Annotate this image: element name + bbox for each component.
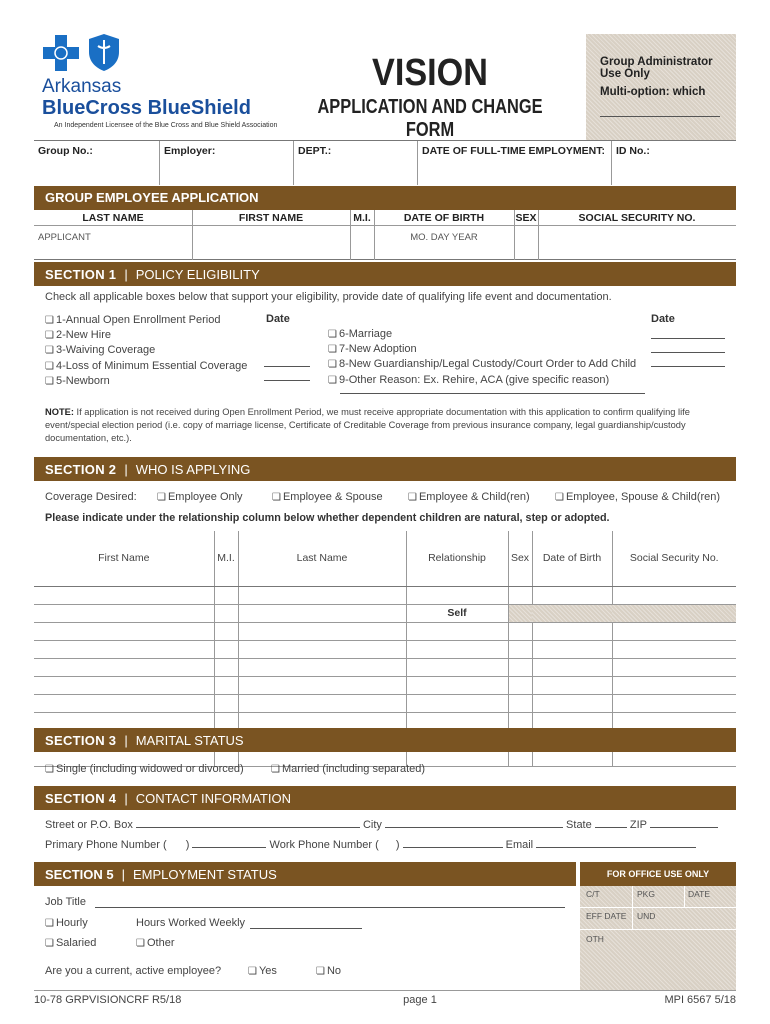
table-row[interactable] bbox=[34, 676, 736, 694]
office-use-header bbox=[580, 862, 736, 886]
city-label: City bbox=[362, 819, 382, 831]
coverage-family[interactable] bbox=[555, 491, 720, 503]
bluecross-cross-icon bbox=[42, 34, 80, 72]
section-4-bar: SECTION 4 | CONTACT INFORMATION bbox=[34, 786, 736, 810]
job-title-label: Job Title bbox=[45, 896, 86, 908]
col-dob: DATE OF BIRTH bbox=[403, 212, 485, 224]
col-sex: Sex bbox=[508, 531, 532, 586]
applicant-label: APPLICANT bbox=[38, 232, 91, 243]
office-use-title: FOR OFFICE USE ONLY bbox=[606, 869, 710, 879]
col-first-name: FIRST NAME bbox=[238, 212, 304, 224]
work-phone-input[interactable] bbox=[403, 847, 503, 848]
zip-label: ZIP bbox=[629, 819, 647, 831]
eligibility-option-label: 3-Waiving Coverage bbox=[55, 344, 156, 357]
date-input-5[interactable] bbox=[264, 380, 310, 381]
pay-other[interactable] bbox=[136, 937, 174, 949]
group-employee-title: GROUP EMPLOYEE APPLICATION bbox=[45, 190, 259, 205]
footer-rule bbox=[34, 990, 736, 991]
section-4-number: SECTION 4 bbox=[45, 790, 117, 806]
dept-field[interactable] bbox=[294, 141, 418, 185]
eligibility-option-label: 6-Marriage bbox=[338, 328, 393, 340]
relationship-instruction: Please indicate under the relationship column below whether dependent children are natural, step or adopted. bbox=[45, 512, 610, 524]
left-date-label: Date bbox=[266, 313, 290, 325]
primary-phone-input[interactable] bbox=[192, 847, 266, 848]
coverage-employee-spouse[interactable] bbox=[272, 491, 383, 503]
eligibility-right-list bbox=[328, 327, 658, 388]
coverage-option-label: Employee Only bbox=[167, 491, 243, 503]
marital-married[interactable] bbox=[271, 763, 425, 775]
coverage-employee-only[interactable] bbox=[157, 491, 243, 503]
id-no-field[interactable] bbox=[612, 141, 736, 185]
section-2-number: SECTION 2 bbox=[45, 461, 117, 477]
coverage-option-label: Employee, Spouse & Child(ren) bbox=[565, 491, 721, 503]
section-1-intro: Check all applicable boxes below that support your eligibility, provide date of qualifying life event and documentation. bbox=[45, 291, 612, 303]
table-row[interactable] bbox=[34, 586, 736, 604]
section-3-number: SECTION 3 bbox=[45, 732, 117, 748]
pay-salaried[interactable] bbox=[45, 937, 96, 949]
other-reason-line[interactable] bbox=[340, 393, 645, 394]
employer-field[interactable] bbox=[160, 141, 294, 185]
col-sex: SEX bbox=[515, 212, 537, 224]
logo-brand: BlueCross BlueShield bbox=[42, 97, 251, 119]
col-mi: M.I. bbox=[214, 531, 238, 586]
hours-weekly-input[interactable] bbox=[250, 928, 362, 929]
eligibility-option-9[interactable] bbox=[328, 373, 658, 388]
note-text: If application is not received during Open Enrollment Period, we must receive appropriate documentation with this application to confirm qualifying life event/special election period (i.e. copy of marriage license, Certificate of Creditable Coverage from previous insurance company, legal guardianship/custody documentation, etc.). bbox=[45, 407, 690, 443]
group-no-label: Group No.: bbox=[38, 145, 93, 157]
col-last-name: LAST NAME bbox=[82, 212, 144, 224]
coverage-option-label: Employee & Child(ren) bbox=[418, 491, 530, 503]
email-input[interactable] bbox=[536, 847, 696, 848]
office-use-box bbox=[580, 886, 736, 990]
hours-weekly-label: Hours Worked Weekly bbox=[136, 917, 246, 929]
section-1-note bbox=[45, 406, 735, 445]
work-phone-label: Work Phone Number ( bbox=[269, 839, 379, 851]
section-1-number: SECTION 1 bbox=[45, 266, 117, 282]
table-row[interactable] bbox=[34, 694, 736, 712]
right-date-label: Date bbox=[651, 313, 675, 325]
section-2-title: WHO IS APPLYING bbox=[135, 461, 251, 477]
applicant-table bbox=[34, 210, 736, 260]
col-first-name: First Name bbox=[34, 531, 214, 586]
salaried-label: Salaried bbox=[55, 937, 97, 949]
self-relationship: Self bbox=[406, 604, 508, 622]
paren: ) bbox=[395, 839, 400, 851]
group-employee-bar bbox=[34, 186, 736, 210]
date-input-8[interactable] bbox=[651, 366, 725, 367]
marital-single-label: Single (including widowed or divorced) bbox=[55, 763, 244, 775]
office-und: UND bbox=[637, 911, 656, 921]
section-1-bar: SECTION 1 | POLICY ELIGIBILITY bbox=[34, 262, 736, 286]
office-oth: OTH bbox=[586, 934, 604, 944]
active-yes[interactable] bbox=[248, 965, 277, 977]
eligibility-option-2[interactable] bbox=[45, 328, 345, 343]
eligibility-option-7[interactable] bbox=[328, 342, 658, 357]
page-title: VISION bbox=[372, 52, 488, 94]
col-dob: Date of Birth bbox=[532, 531, 612, 586]
office-pkg: PKG bbox=[637, 889, 655, 899]
blueshield-shield-icon bbox=[86, 32, 122, 72]
footer-mpi: MPI 6567 5/18 bbox=[664, 994, 736, 1006]
phone-row bbox=[45, 839, 735, 851]
city-input[interactable] bbox=[385, 827, 563, 828]
id-no-label: ID No.: bbox=[616, 145, 650, 157]
other-label: Other bbox=[146, 937, 175, 949]
col-mi: M.I. bbox=[353, 212, 371, 224]
active-no[interactable] bbox=[316, 965, 341, 977]
yes-label: Yes bbox=[258, 965, 277, 977]
date-fulltime-field[interactable] bbox=[418, 141, 612, 185]
eligibility-option-1[interactable] bbox=[45, 313, 345, 328]
eligibility-option-label: 5-Newborn bbox=[55, 374, 110, 387]
footer-form-number: 10-78 GRPVISIONCRF R5/18 bbox=[34, 994, 182, 1006]
active-employee-question: Are you a current, active employee? bbox=[45, 965, 222, 977]
admin-box bbox=[586, 34, 736, 140]
date-input-4[interactable] bbox=[264, 366, 310, 367]
logo-state: Arkansas bbox=[42, 76, 122, 97]
eligibility-option-label: 7-New Adoption bbox=[338, 343, 417, 356]
office-ct: C/T bbox=[586, 889, 600, 899]
section-5-number: SECTION 5 bbox=[45, 866, 114, 882]
dept-label: DEPT.: bbox=[298, 145, 332, 157]
table-row[interactable] bbox=[34, 604, 736, 622]
state-label: State bbox=[566, 819, 592, 831]
dob-format-label: MO. DAY YEAR bbox=[410, 232, 478, 243]
state-input[interactable] bbox=[595, 827, 627, 828]
eligibility-option-label: 2-New Hire bbox=[55, 329, 111, 342]
eligibility-option-8[interactable] bbox=[328, 357, 658, 372]
marital-married-label: Married (including separated) bbox=[281, 763, 426, 775]
section-5-title: EMPLOYMENT STATUS bbox=[133, 866, 277, 882]
coverage-option-label: Employee & Spouse bbox=[282, 491, 383, 503]
eligibility-option-label: 9-Other Reason: Ex. Rehire, ACA (give specific reason) bbox=[338, 373, 610, 386]
table-row[interactable] bbox=[34, 658, 736, 676]
group-header-row bbox=[34, 140, 736, 184]
admin-multi-option: Multi-option: which bbox=[600, 86, 706, 98]
admin-title: Group Administrator Use Only bbox=[600, 56, 713, 80]
no-label: No bbox=[326, 965, 342, 977]
col-last-name: Last Name bbox=[238, 531, 406, 586]
street-label: Street or P.O. Box bbox=[45, 819, 133, 831]
section-3-bar: SECTION 3 | MARITAL STATUS bbox=[34, 728, 736, 752]
section-5-bar: SECTION 5 | EMPLOYMENT STATUS bbox=[34, 862, 576, 886]
right-date-lines bbox=[651, 338, 725, 380]
section-1-title: POLICY ELIGIBILITY bbox=[135, 266, 260, 282]
col-ssn: SOCIAL SECURITY NO. bbox=[578, 212, 696, 224]
logo-tagline: An Independent Licensee of the Blue Cross and Blue Shield Association bbox=[54, 122, 278, 129]
street-input[interactable] bbox=[136, 827, 360, 828]
eligibility-option-label: 1-Annual Open Enrollment Period bbox=[55, 314, 221, 326]
group-no-field[interactable] bbox=[34, 141, 160, 185]
left-date-lines bbox=[264, 366, 310, 381]
table-row[interactable] bbox=[34, 622, 736, 640]
office-date: DATE bbox=[688, 889, 711, 899]
table-row[interactable] bbox=[34, 640, 736, 658]
note-label: NOTE: bbox=[45, 407, 74, 417]
marital-single[interactable] bbox=[45, 763, 244, 775]
pay-hourly[interactable] bbox=[45, 917, 88, 929]
primary-phone-label: Primary Phone Number ( bbox=[45, 839, 167, 851]
job-title-input[interactable] bbox=[95, 907, 565, 908]
admin-line[interactable] bbox=[600, 116, 720, 117]
date-input-7[interactable] bbox=[651, 352, 725, 353]
date-input-6[interactable] bbox=[651, 338, 725, 339]
zip-input[interactable] bbox=[650, 827, 718, 828]
address-row bbox=[45, 819, 735, 831]
eligibility-option-3[interactable] bbox=[45, 343, 345, 358]
eligibility-option-6[interactable] bbox=[328, 327, 658, 342]
col-relationship: Relationship bbox=[406, 531, 508, 586]
col-ssn: Social Security No. bbox=[612, 531, 736, 586]
section-3-title: MARITAL STATUS bbox=[135, 732, 244, 748]
dependents-header-row bbox=[34, 531, 736, 586]
page-subtitle: APPLICATION AND CHANGE FORM bbox=[317, 96, 543, 141]
footer-page: page 1 bbox=[403, 994, 437, 1006]
coverage-label: Coverage Desired: bbox=[45, 491, 137, 503]
hourly-label: Hourly bbox=[55, 917, 88, 929]
employer-label: Employer: bbox=[164, 145, 216, 157]
eligibility-option-label: 4-Loss of Minimum Essential Coverage bbox=[55, 359, 248, 372]
eligibility-option-label: 8-New Guardianship/Legal Custody/Court Order to Add Child bbox=[338, 358, 637, 371]
coverage-employee-children[interactable] bbox=[408, 491, 530, 503]
date-fulltime-label: DATE OF FULL-TIME EMPLOYMENT: bbox=[422, 145, 605, 157]
office-eff-date: EFF DATE bbox=[586, 911, 627, 921]
paren: ) bbox=[185, 839, 190, 851]
section-4-title: CONTACT INFORMATION bbox=[135, 790, 291, 806]
email-label: Email bbox=[505, 839, 534, 851]
section-2-bar: SECTION 2 | WHO IS APPLYING bbox=[34, 457, 736, 481]
